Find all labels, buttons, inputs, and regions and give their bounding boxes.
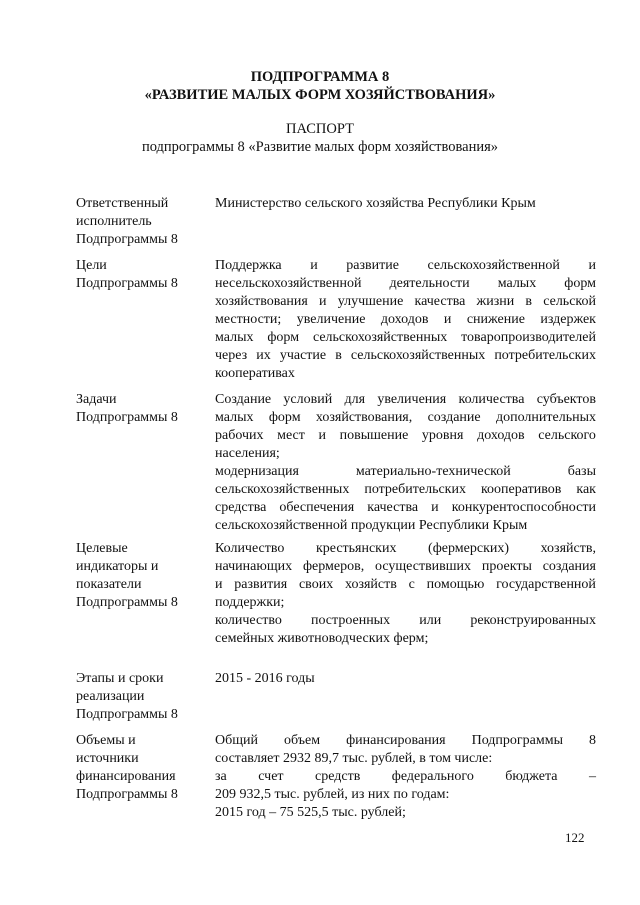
value-word: для: [344, 392, 366, 407]
value-line: [215, 311, 596, 329]
value-line: [215, 293, 596, 311]
label-line: Ответственный: [76, 196, 169, 211]
label-line: реализации: [76, 689, 145, 704]
value-word: хозяйств: [344, 577, 397, 592]
value-word: потребительских: [494, 348, 596, 363]
value-word: качества: [414, 294, 466, 309]
label-line: Подпрограммы 8: [76, 410, 178, 425]
value-line: [215, 499, 596, 517]
value-word: населения;: [215, 446, 280, 461]
value-word: начинающих: [215, 559, 293, 574]
value-word: развитие: [346, 258, 399, 273]
row-value: [215, 670, 596, 688]
label-line: показатели: [76, 577, 142, 592]
value-word: создание: [427, 410, 481, 425]
value-word: и: [215, 577, 223, 592]
value-word: повышение: [339, 428, 409, 443]
row-value: [215, 257, 596, 383]
value-word: товаропроизводителей: [461, 330, 596, 345]
value-word: малых: [215, 330, 254, 345]
value-word: и: [588, 258, 596, 273]
value-word: доходов: [380, 312, 429, 327]
value-word: несельскохозяйственной: [215, 276, 362, 291]
value-line: [215, 750, 596, 768]
value-word: федерального: [391, 769, 474, 784]
value-word: или: [419, 613, 442, 628]
value-word: малых: [497, 276, 537, 291]
value-word: потребительских: [364, 482, 466, 497]
value-word: субъектов: [536, 392, 596, 407]
value-word: участие: [279, 348, 327, 363]
label-line: исполнитель: [76, 214, 152, 229]
value-line: [215, 347, 596, 365]
value-word: сельскохозяйственных: [312, 330, 448, 345]
value-word: сельскохозяйственной: [427, 258, 560, 273]
value-line: [215, 481, 596, 499]
value-line: [215, 786, 596, 804]
label-line: Подпрограммы 8: [76, 707, 178, 722]
value-line: [215, 768, 596, 786]
value-word: количества: [458, 392, 525, 407]
value-word: и: [319, 294, 327, 309]
value-word: хозяйствования,: [315, 410, 413, 425]
label-line: источники: [76, 751, 139, 766]
value-line: [215, 445, 596, 463]
value-word: –: [588, 769, 596, 784]
value-word: государственной: [496, 577, 596, 592]
value-word: жизни: [476, 294, 515, 309]
value-word: сельскохозяйственных: [215, 482, 350, 497]
value-word: с: [408, 577, 415, 592]
value-line: [215, 195, 596, 213]
value-word: конкурентоспособности: [451, 500, 596, 515]
row-label: [76, 732, 206, 804]
value-word: Поддержка: [215, 258, 282, 273]
value-word: увеличения: [377, 392, 447, 407]
value-word: Общий: [215, 733, 258, 748]
subprogram-number-heading: ПОДПРОГРАММА 8: [250, 69, 390, 85]
value-word: и: [310, 258, 318, 273]
passport-subtitle: подпрограммы 8 «Развитие малых форм хозяйствования»: [141, 139, 499, 155]
value-line: [215, 257, 596, 275]
value-word: Подпрограммы: [471, 733, 563, 748]
value-word: сельского: [538, 428, 596, 443]
label-line: индикаторы и: [76, 559, 159, 574]
value-word: своих: [298, 577, 334, 592]
value-word: поддержки;: [215, 595, 285, 610]
label-line: Подпрограммы 8: [76, 787, 178, 802]
value-word: реконструированных: [470, 613, 596, 628]
subprogram-name-heading: «РАЗВИТИЕ МАЛЫХ ФОРМ ХОЗЯЙСТВОВАНИЯ»: [144, 87, 496, 103]
value-word: построенных: [310, 613, 391, 628]
row-label: [76, 670, 206, 724]
value-word: фермеров,: [302, 559, 365, 574]
value-word: крестьянских: [315, 541, 397, 556]
value-line: [215, 630, 596, 648]
value-word: 2015 - 2016 годы: [215, 671, 315, 686]
value-word: модернизация: [215, 464, 299, 479]
value-word: бюджета: [505, 769, 558, 784]
value-line: [215, 409, 596, 427]
value-line: [215, 365, 596, 383]
row-value: [215, 195, 596, 213]
value-word: издержек: [540, 312, 596, 327]
page-number: 122: [565, 830, 585, 845]
row-label: [76, 257, 206, 293]
value-line: [215, 612, 596, 630]
value-line: [215, 558, 596, 576]
value-line: [215, 427, 596, 445]
value-word: кооперативах: [215, 366, 295, 381]
value-word: обеспечения: [279, 500, 355, 515]
value-word: снижение: [466, 312, 525, 327]
value-word: улучшение: [337, 294, 404, 309]
value-line: [215, 275, 596, 293]
value-word: (фермерских): [428, 541, 510, 556]
label-line: Подпрограммы 8: [76, 232, 178, 247]
value-word: сельскохозяйственной продукции Республики Крым: [215, 518, 528, 533]
value-word: составляет 2932 89,7 тыс. рублей, в том числе:: [215, 751, 493, 766]
value-line: [215, 576, 596, 594]
value-word: местности;: [215, 312, 282, 327]
value-line: [215, 670, 596, 688]
value-word: сельскохозяйственных: [350, 348, 486, 363]
row-value: [215, 391, 596, 535]
value-word: доходов: [477, 428, 525, 443]
value-word: условий: [283, 392, 333, 407]
value-line: [215, 463, 596, 481]
value-word: хозяйствования: [215, 294, 308, 309]
value-line: [215, 329, 596, 347]
value-word: создания: [542, 559, 596, 574]
value-word: Министерство сельского хозяйства Республики Крым: [215, 196, 536, 211]
label-line: Задачи: [76, 392, 117, 407]
value-word: малых: [215, 410, 254, 425]
value-word: Создание: [215, 392, 272, 407]
value-word: 8: [588, 733, 596, 748]
value-line: [215, 732, 596, 750]
value-word: хозяйств,: [540, 541, 596, 556]
value-word: кооперативов: [480, 482, 562, 497]
value-word: семейных животноводческих ферм;: [215, 631, 429, 646]
value-word: 2015 год – 75 525,5 тыс. рублей;: [215, 805, 406, 820]
value-word: форм: [268, 410, 301, 425]
value-word: средства: [215, 500, 267, 515]
value-word: базы: [567, 464, 596, 479]
value-word: помощью: [426, 577, 485, 592]
value-word: качества: [367, 500, 419, 515]
value-word: и: [318, 428, 326, 443]
value-word: как: [576, 482, 596, 497]
label-line: Цели: [76, 258, 107, 273]
value-word: увеличение: [296, 312, 366, 327]
value-word: деятельности: [389, 276, 470, 291]
value-word: за: [215, 769, 227, 784]
value-word: через: [215, 348, 248, 363]
value-word: мест: [277, 428, 305, 443]
value-word: 209 932,5 тыс. рублей, из них по годам:: [215, 787, 450, 802]
value-word: сельской: [543, 294, 596, 309]
row-label: [76, 391, 206, 427]
value-word: в: [335, 348, 342, 363]
value-word: форм: [564, 276, 596, 291]
value-line: [215, 804, 596, 822]
value-word: проекты: [481, 559, 532, 574]
label-line: Подпрограммы 8: [76, 595, 178, 610]
label-line: Целевые: [76, 541, 128, 556]
value-word: Количество: [215, 541, 285, 556]
value-word: средств: [315, 769, 361, 784]
value-word: развития: [234, 577, 288, 592]
value-word: осуществивших: [375, 559, 472, 574]
value-word: счет: [258, 769, 284, 784]
value-word: количество: [215, 613, 282, 628]
value-word: финансирования: [346, 733, 446, 748]
passport-title: ПАСПОРТ: [286, 121, 354, 137]
value-word: объем: [283, 733, 321, 748]
value-word: форм: [267, 330, 300, 345]
row-label: [76, 195, 206, 249]
value-line: [215, 594, 596, 612]
row-label: [76, 540, 206, 612]
value-word: рабочих: [215, 428, 264, 443]
label-line: Этапы и сроки: [76, 671, 164, 686]
row-value: [215, 732, 596, 822]
label-line: Объемы и: [76, 733, 136, 748]
value-line: [215, 517, 596, 535]
label-line: финансирования: [76, 769, 176, 784]
value-line: [215, 540, 596, 558]
value-word: и: [443, 312, 452, 327]
value-word: и: [431, 500, 439, 515]
value-word: в: [525, 294, 533, 309]
label-line: Подпрограммы 8: [76, 276, 178, 291]
value-word: материально-технической: [355, 464, 511, 479]
value-word: их: [256, 348, 271, 363]
value-word: дополнительных: [495, 410, 596, 425]
row-value: [215, 540, 596, 648]
value-word: уровня: [421, 428, 464, 443]
value-line: [215, 391, 596, 409]
